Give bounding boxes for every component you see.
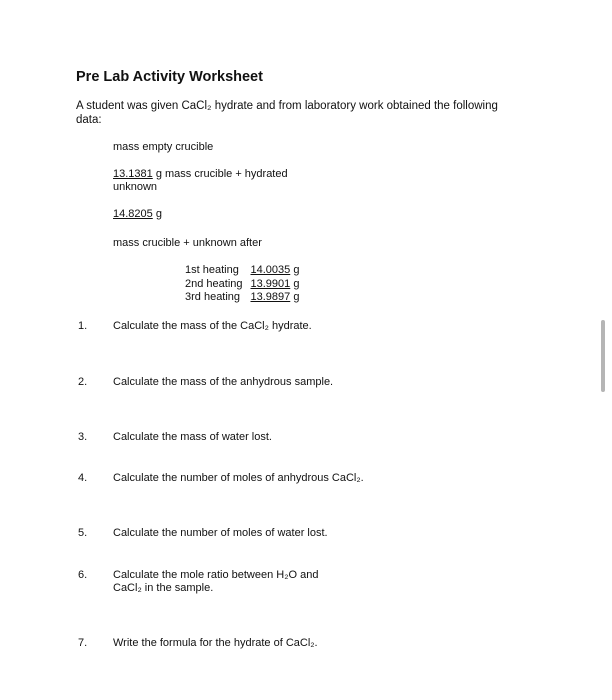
heating-unit: g: [293, 291, 300, 303]
heating-label: 1st heating: [185, 264, 239, 276]
intro-line-1: A student was given CaCl₂ hydrate and from laboratory work obtained the following: [76, 100, 498, 112]
hydrated-label-line1: mass crucible + hydrated: [165, 168, 288, 180]
question-number: 3.: [78, 431, 88, 443]
mass-empty-unit: g: [155, 168, 162, 180]
heating-row: [185, 291, 299, 305]
heating-row: [185, 278, 299, 292]
question-text: Calculate the number of moles of water lost.: [113, 527, 328, 539]
heating-label: 2nd heating: [185, 277, 243, 290]
mass-empty-value: 13.1381: [113, 168, 153, 180]
heating-label: 3rd heating: [185, 291, 241, 303]
heating-value: 14.0035: [250, 264, 291, 276]
heating-table: [185, 264, 299, 305]
question-number: 4.: [78, 472, 88, 484]
question-text: Write the formula for the hydrate of CaCl₂.: [113, 637, 318, 649]
hydrated-unit: g: [155, 208, 162, 220]
question-text-line1: Calculate the mole ratio between H₂O and: [113, 569, 319, 581]
hydrated-value-row: [113, 208, 162, 221]
mass-empty-label: mass empty crucible: [113, 141, 214, 153]
heating-value: 13.9901: [250, 277, 291, 290]
question-text: Calculate the mass of the anhydrous sample.: [113, 376, 334, 388]
hydrated-value: 14.8205: [113, 208, 153, 220]
heating-value: 13.9897: [250, 291, 291, 303]
question-number: 1.: [78, 320, 88, 332]
question-text: Calculate the mass of the CaCl₂ hydrate.: [113, 320, 312, 332]
heating-row: [185, 264, 299, 278]
heating-unit: g: [293, 264, 300, 276]
question-text: Calculate the mass of water lost.: [113, 431, 272, 443]
scrollbar-thumb[interactable]: [601, 320, 605, 392]
question-number: 7.: [78, 637, 88, 649]
question-text-line2: CaCl₂ in the sample.: [113, 582, 214, 594]
question-number: 5.: [78, 527, 88, 539]
intro-line-2: data:: [76, 114, 102, 126]
question-number: 6.: [78, 569, 88, 581]
hydrated-row: [113, 168, 288, 194]
question-text: Calculate the number of moles of anhydrous CaCl₂.: [113, 472, 364, 484]
hydrated-label-line2: unknown: [113, 181, 158, 193]
page-title: Pre Lab Activity Worksheet: [76, 69, 263, 85]
question-text: [113, 569, 318, 595]
intro-text: [76, 99, 498, 127]
heating-unit: g: [293, 277, 300, 290]
question-number: 2.: [78, 376, 88, 388]
after-heating-label: mass crucible + unknown after: [113, 237, 262, 249]
